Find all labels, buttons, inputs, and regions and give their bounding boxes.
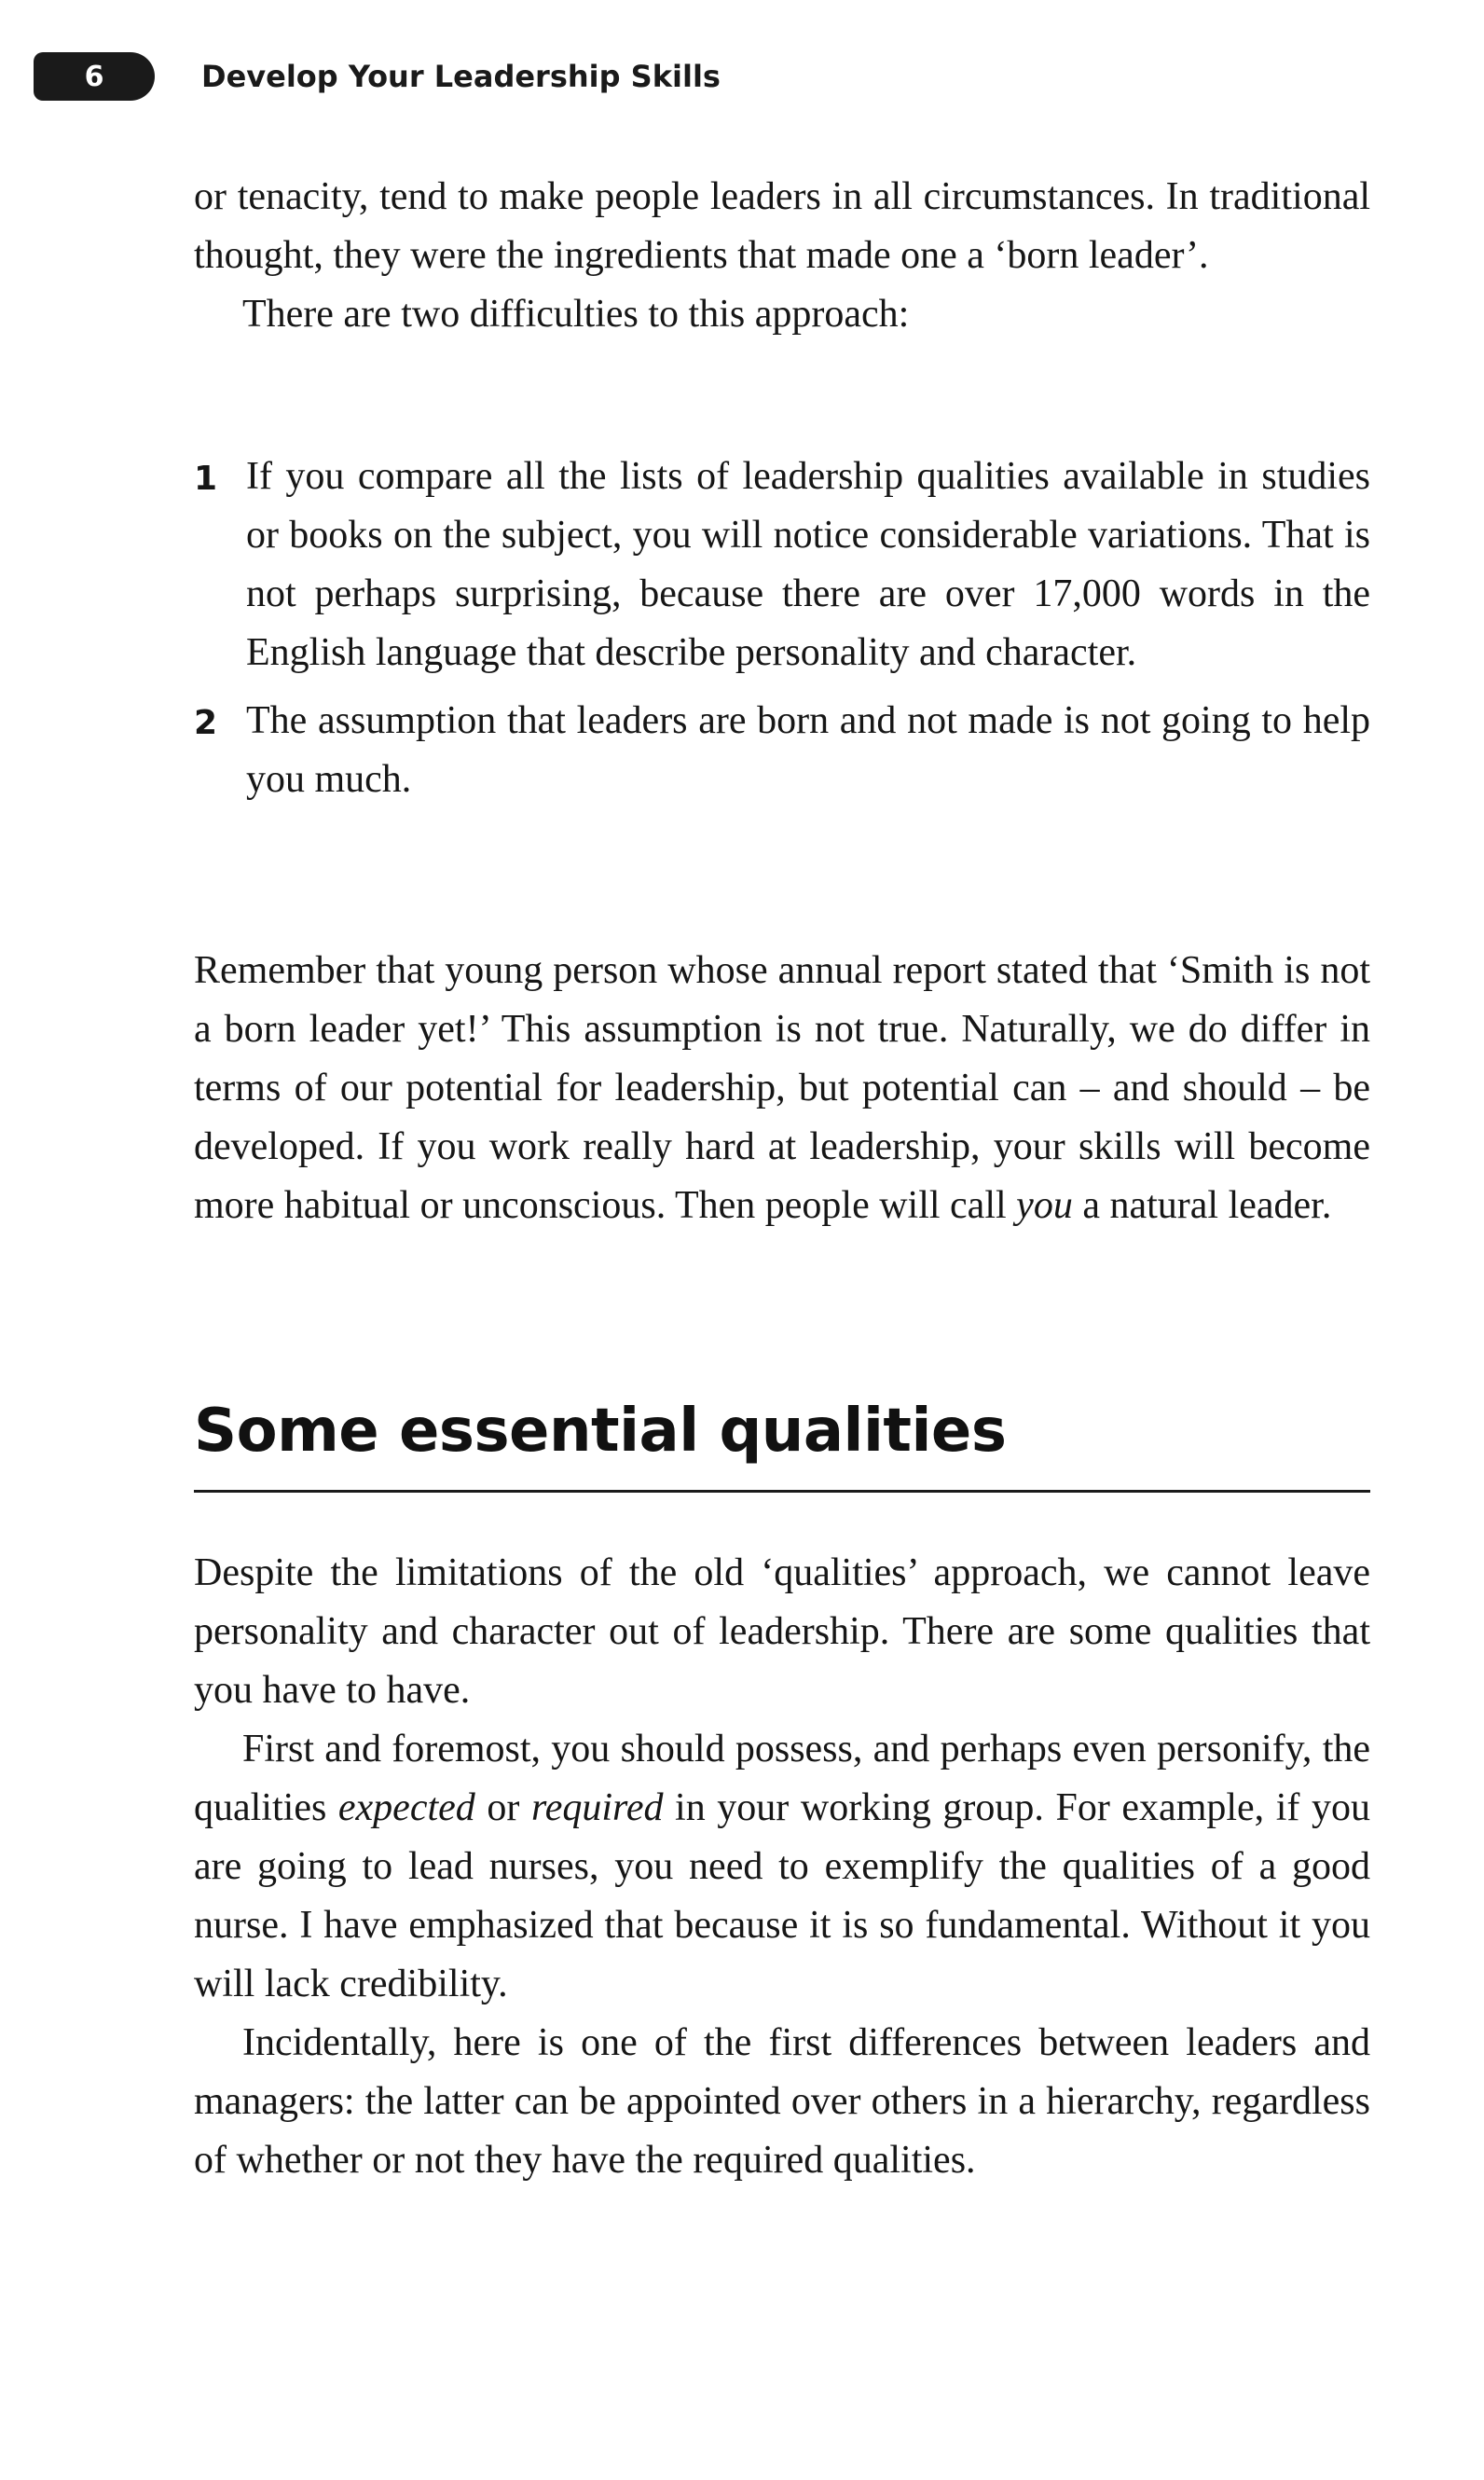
heading-rule — [194, 1490, 1370, 1493]
list-item-number: 2 — [194, 704, 218, 742]
intro-block — [194, 168, 1370, 344]
list-item — [194, 448, 1370, 682]
page-number: 6 — [84, 60, 104, 93]
remember-text: Remember that young person whose annual report stated that ‘Smith is not a born leader yet!’ This assumption is not true. Naturally, we do differ in terms of our potential for leadership, but potential can – and should – be developed. If you work really hard at leadership, your skills will become more habitual or unconscious. Then people will call — [194, 949, 1370, 1227]
p2-text-3: in your working group. For example, if you are going to lead nurses, you need to exemplify the qualities of a good nurse. I have emphasized that because it is so fundamental. Without it you will lack credibility. — [194, 1786, 1370, 2005]
section-heading: Some essential qualities — [194, 1397, 1007, 1466]
difficulties-list — [194, 448, 1370, 819]
list-item-text: If you compare all the lists of leadership qualities available in studies or books on the subject, you will notice considerable variations. That is not perhaps surprising, because there are over 17,000 words in the English language that describe personality and character. — [246, 455, 1370, 674]
remember-text-end: a natural leader. — [1072, 1184, 1332, 1227]
section-heading-block — [194, 1389, 1370, 1493]
remember-block — [194, 942, 1370, 1235]
intro-paragraph: or tenacity, tend to make people leaders in all circumstances. In traditional thought, they were the ingredients that made one a ‘born leader’. — [194, 175, 1370, 277]
page-number-tab — [34, 52, 155, 101]
section-paragraph-2 — [194, 1720, 1370, 2014]
intro-lead-in: There are two difficulties to this approach: — [242, 293, 910, 336]
section-paragraph-3: Incidentally, here is one of the first differences between leaders and managers: the latter can be appointed over others in a hierarchy, regardless of whether or not they have the required qualities. — [194, 2021, 1370, 2182]
running-title: Develop Your Leadership Skills — [201, 59, 721, 94]
list-item — [194, 692, 1370, 809]
page-header — [34, 52, 721, 101]
list-item-number: 1 — [194, 460, 218, 498]
p2-text-1: First and foremost, you should possess, and perhaps even personify, the qualities — [194, 1728, 1370, 1829]
remember-paragraph — [194, 942, 1370, 1235]
p2-emphasis-required: required — [530, 1786, 664, 1829]
p2-text-2: or — [474, 1786, 531, 1829]
section-paragraph-1: Despite the limitations of the old ‘qualities’ approach, we cannot leave personality and character out of leadership. There are some qualities that you have to have. — [194, 1551, 1370, 1712]
p2-emphasis-expected: expected — [337, 1786, 475, 1829]
list-item-text: The assumption that leaders are born and not made is not going to help you much. — [246, 699, 1370, 801]
remember-emphasis: you — [1016, 1184, 1073, 1227]
section-body — [194, 1544, 1370, 2190]
